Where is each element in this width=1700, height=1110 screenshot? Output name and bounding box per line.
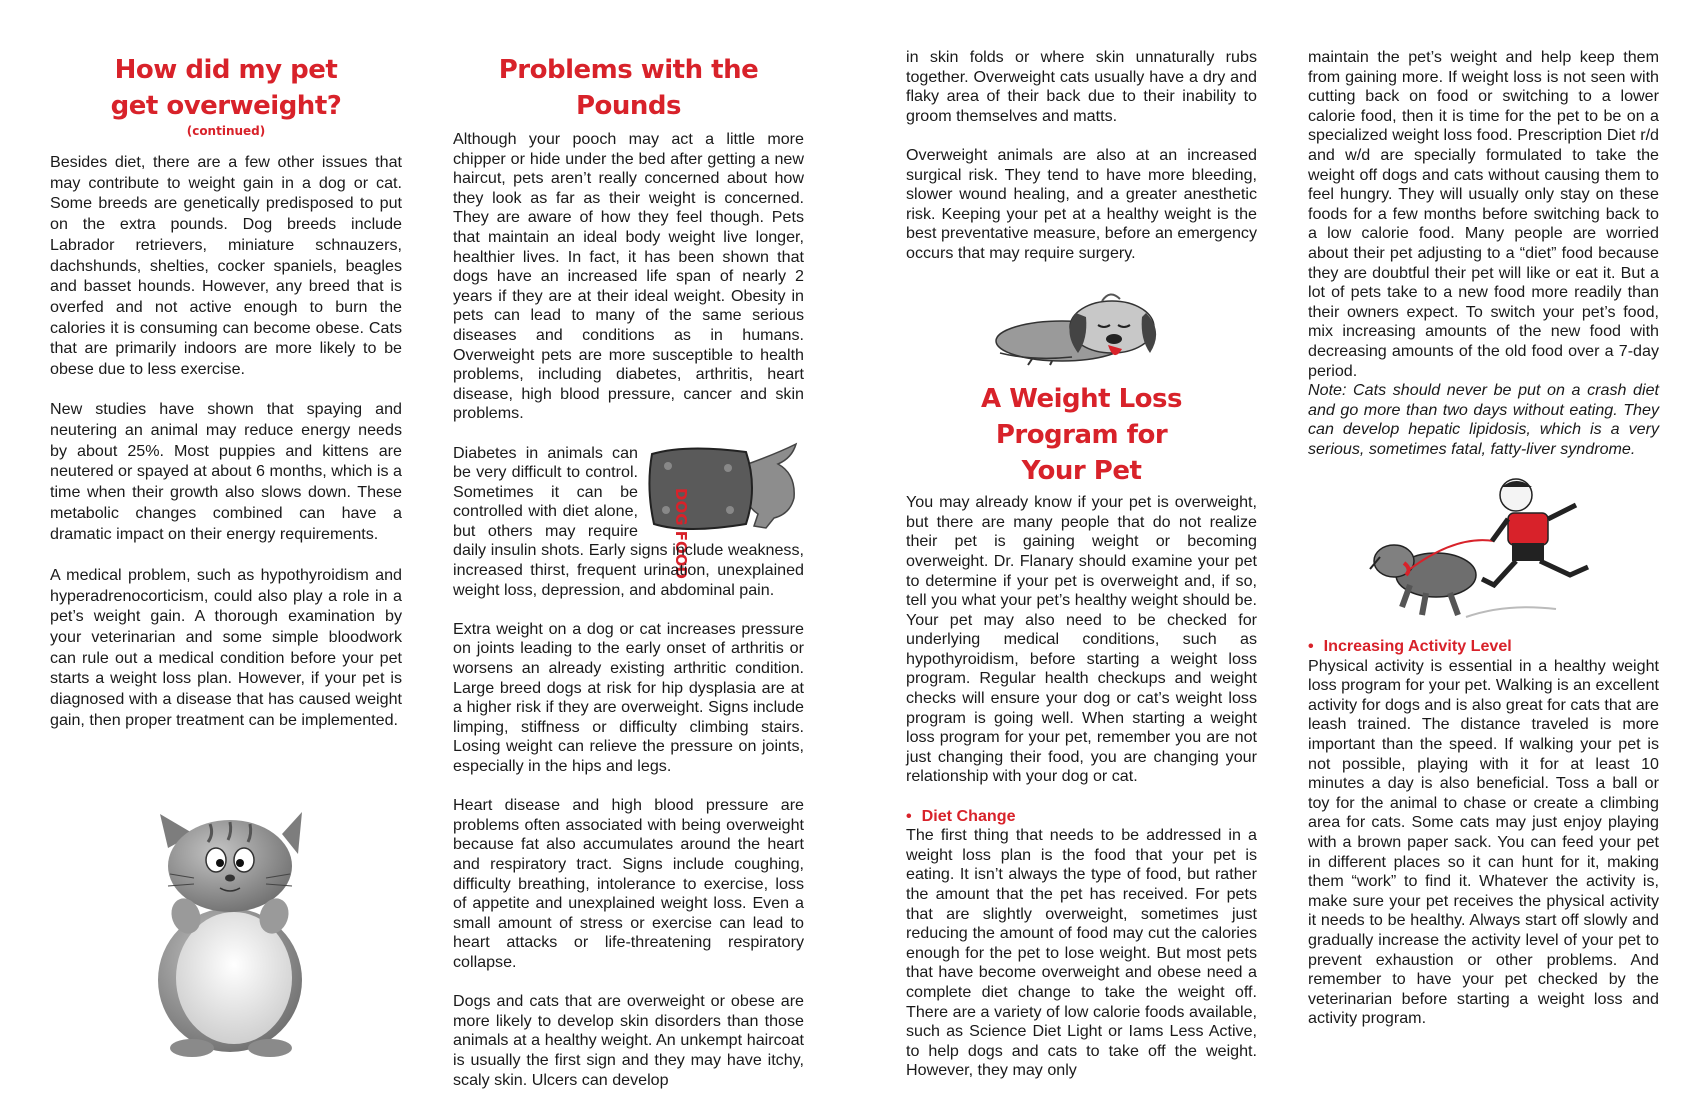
paragraph: Heart disease and high blood pressure are problems often associated with being overweight because fat also accumulates around the heart and respiratory tract. Signs include coughing, difficulty breathing, intolerance to exercise, loss of appetite and unexplained weight loss. Even a small amount of stress or exercise can lead to heart attacks or life-threatening respiratory collapse. (453, 796, 804, 971)
paragraph: Extra weight on a dog or cat increases pressure on joints leading to the early onset of arthritis or worsens an already existing arthritic condition. Large breed dogs at risk for hip dysplasia are at a higher risk if they are overweight. Signs include limping, stiffness or difficulty climbing stairs. Losing weight can relieve the pressure on joints, especially in the hips and legs. (453, 619, 804, 775)
bullet-heading-label: Diet Change (921, 806, 1016, 825)
paragraph: Although your pooch may act a little more chipper or hide under the bed after getting a new haircut, pets aren’t really concerned about how they look as far as their weight is concerned. They are aware of how they feel though. Pets that maintain an ideal body weight live longer, healthier lives. In fact, it has been shown that dogs have an increased life span of nearly 2 years if they are at their ideal weight. Obesity in pets can lead to many of the same serious diseases and conditions as in humans. Overweight pets are more susceptible to health problems, including diabetes, arthritis, heart disease, high blood pressure, cancer and skin problems. (453, 130, 804, 423)
dog-food-bag-illustration (646, 444, 804, 579)
paragraph: You may already know if your pet is overweight, but there are many people that do not realize their pet is gaining weight or becoming overweight. Dr. Flanary should examine your pet to determine if your pet is overweight and, if so, tell you what your pet’s healthy weight should be. Your pet may also need to be checked for underlying medical conditions, such as hypothyroidism, before starting a weight loss program. Regular health checkups and weight checks will ensure your dog or cat’s weight loss program is going well. When starting a weight loss program for your pet, remember you are not just changing their food, you are changing your relationship with your dog or cat. (906, 493, 1257, 786)
paragraph: Besides diet, there are a few other issues that may contribute to weight gain in a dog or cat. Some breeds are genetically predisposed to put on the extra pounds. Dog breeds include Labrador retrievers, miniature schnauzers, dachshunds, shelties, cocker spaniels, beagles and basset hounds. However, any breed that is overfed and not active enough to burn the calories it is consuming can become obese. Cats that are primarily indoors are more likely to be obese due to less exercise. (50, 153, 402, 379)
paragraph: Physical activity is essential in a healthy weight loss program for your pet. Walking is an excellent activity for dogs and is also great for cats that are leash trained. The distance traveled is more important than the speed. If walking your pet is not possible, playing with it for at least 10 minutes a day is also beneficial. Toss a ball or toy for the animal to chase or create a climbing area for cats. Some cats may just enjoy playing with a brown paper sack. You can feed your pet in different places so it can hunt for it, making them “work” to find it. Whatever the activity is, make sure your pet receives the physical activity it needs to be healthy. Always start off slowly and gradually increase the activity level of your pet to prevent exhaustion or other problems. And remember to have your pet checked by the veterinarian before starting a weight loss and activity program. (1308, 656, 1659, 1028)
paragraph: Diabetes in animals can be very difficult to control. Sometimes it can be controlled with diet alone, but others may require daily insulin shots. Early signs include weakness, increased thirst, frequent urination, unexplained weight loss, depression, and abdominal pain. (453, 443, 804, 599)
boy-walking-dog-illustration (1366, 475, 1606, 625)
column-4 (1308, 48, 1659, 1049)
subheading-continued: (continued) (186, 124, 266, 138)
dog-food-bag-icon (646, 444, 804, 579)
column-1 (50, 52, 402, 750)
note-paragraph: Note: Cats should never be put on a crash diet and go more than two days without eating. They can develop hepatic lipidosis, which is a very serious, sometimes fatal, fatty-liver syndrome. (1308, 381, 1659, 458)
sleeping-dog-icon (992, 283, 1172, 365)
paragraph: New studies have shown that spaying and neutering an animal may reduce energy needs by about 25%. Most puppies and kittens are neutered or spayed at about 6 months, which is a time when their growth also slows down. These metabolic changes combined can have a dramatic impact on their energy requirements. (50, 400, 402, 543)
column-2 (453, 52, 804, 1110)
paragraph: Overweight animals are also at an increased surgical risk. They tend to have more bleeding, slower wound healing, and a greater anesthetic risk. Keeping your pet at a healthy weight is the best preventative measure, before an emergency occurs that may require surgery. (906, 145, 1257, 262)
bullet-heading-label: Increasing Activity Level (1323, 637, 1512, 656)
heading-a-weight-loss-program-for-your-pet: A Weight Loss Program for Your Pet (981, 384, 1182, 487)
paragraph: A medical problem, such as hypothyroidism and hyperadrenocorticism, could also play a role in a pet’s weight gain. A thorough examination by your veterinarian and some simple bloodwork can rule out a medical condition before your pet starts a weight loss plan. However, if your pet is diagnosed with a disease that has caused weight gain, then proper treatment can be implemented. (50, 565, 402, 729)
cartoon-cat-illustration (150, 808, 310, 1060)
boy-walking-dog-icon (1366, 475, 1606, 625)
paragraph: The first thing that needs to be addressed in a weight loss plan is the food that your pet is eating. It isn’t always the type of food, but rather the amount that the pet has received. For pets that are slightly overweight, sometimes just reducing the amount of food may cut the calories enough for the pet to lose weight. But most pets that have become overweight and obese need a complete diet change to take the weight off. There are a variety of low calorie foods available, such as Science Diet Light or Iams Less Active, to help dogs and cats to take off the weight. However, they may only (906, 826, 1257, 1080)
bullet-heading-diet-change (906, 807, 1257, 827)
paragraph: in skin folds or where skin unnaturally rubs together. Overweight cats usually have a dry and flaky area of their back due to their inability to groom themselves and matts. (906, 48, 1257, 125)
bag-label: DOG FOOD (672, 487, 690, 579)
paragraph: Dogs and cats that are overweight or obese are more likely to develop skin disorders than those animals at a healthy weight. An unkempt haircoat is usually the first sign and they may have itchy, scaly skin. Ulcers can develop (453, 992, 804, 1089)
sleeping-dog-illustration (992, 283, 1172, 365)
heading-how-did-my-pet-get-overweight: How did my pet get overweight? (110, 55, 342, 121)
bullet-icon: • (906, 806, 912, 825)
cat-icon (150, 808, 310, 1060)
diabetes-block (453, 444, 804, 601)
paragraph: maintain the pet’s weight and help keep them from gaining more. If weight loss is not seen with cutting back on food or switching to a lower calorie food, then it is time for the pet to be on a specialized weight loss food. Prescription Diet r/d and w/d are specially formulated to take the weight off dogs and cats without causing them to feel hungry. They will usually only stay on these foods for a few months before switching back to a low calorie food. Many people are worried about their pet adjusting to a “diet” food because they are doubtful their pet will like or eat it. But a lot of pets take to a new food more readily than their owners expect. To switch your pet’s food, mix increasing amounts of the new food with decreasing amounts of the old food over a 7-day period. (1308, 48, 1659, 380)
column-3 (906, 48, 1257, 1101)
heading-problems-with-the-pounds: Problems with the Pounds (498, 55, 759, 121)
bullet-heading-increasing-activity-level (1308, 637, 1659, 657)
bullet-icon: • (1308, 637, 1314, 656)
